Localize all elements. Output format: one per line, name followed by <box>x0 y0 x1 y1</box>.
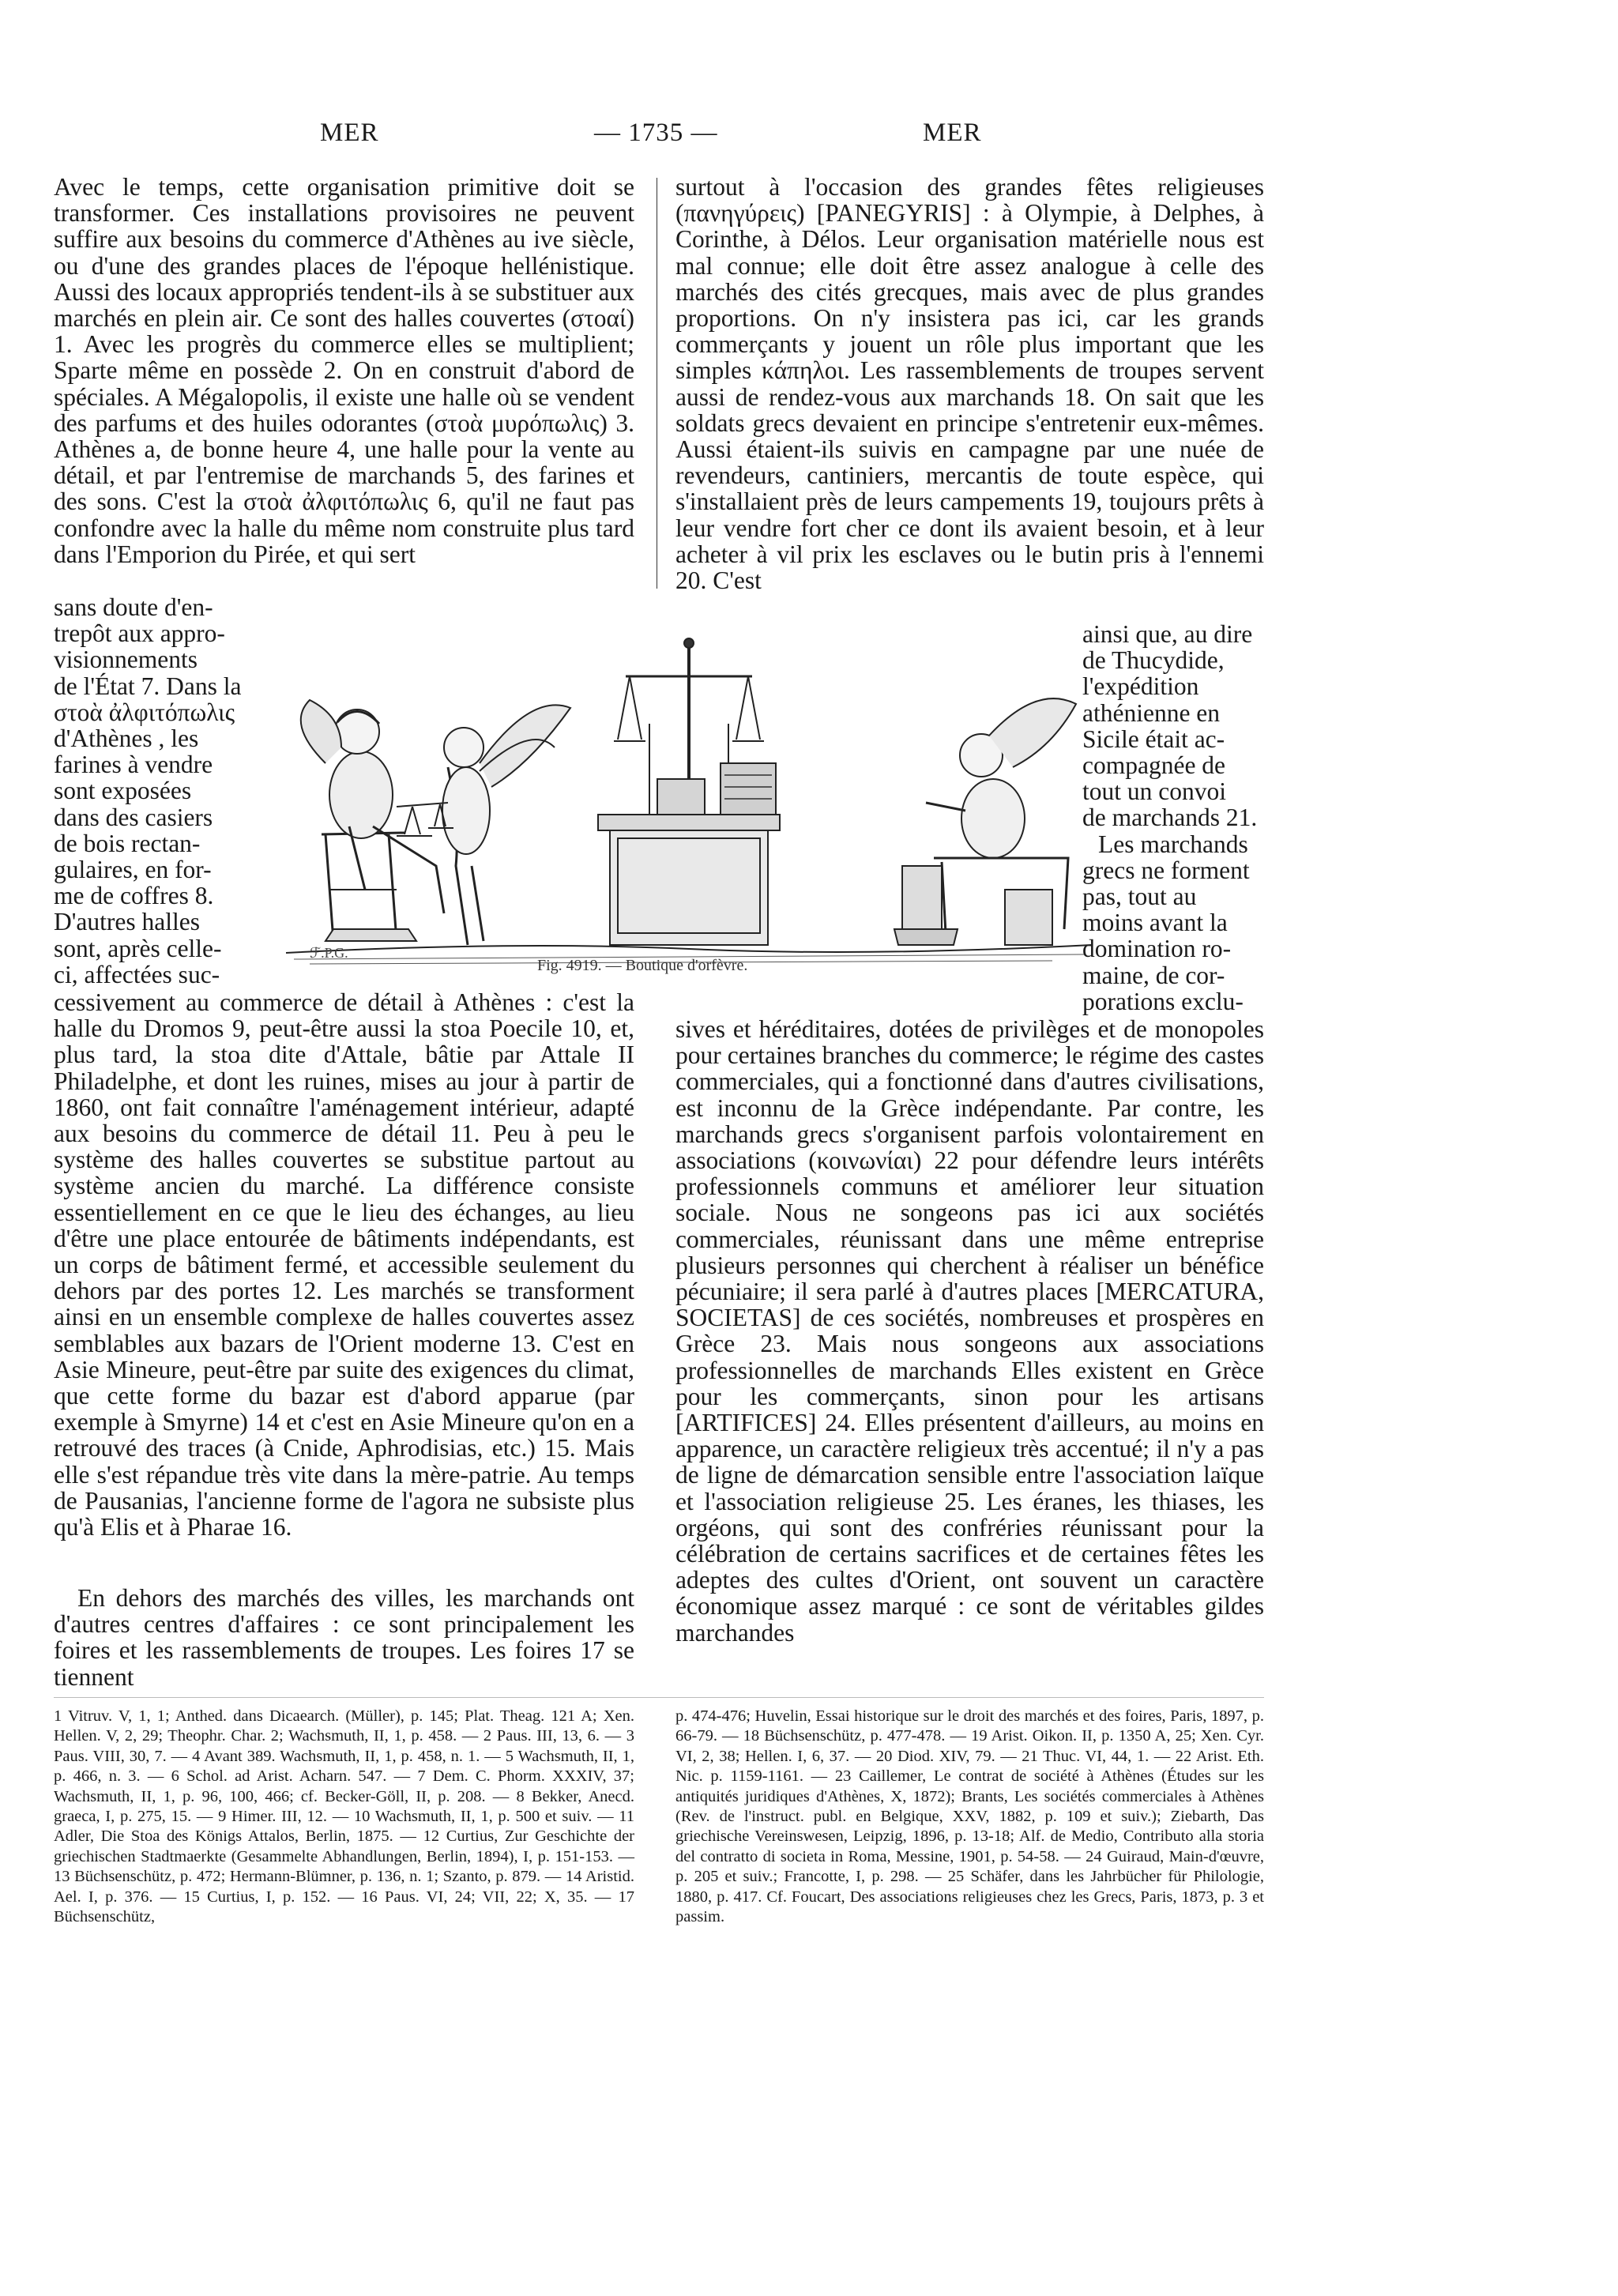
figure-caption: Fig. 4919. — Boutique d'orfèvre. <box>537 957 748 974</box>
standing-cupid-with-scales <box>397 705 570 945</box>
wrap-line: me de coffres 8. <box>54 882 214 910</box>
left-wrap-column <box>54 594 275 988</box>
wrap-line: athénienne en <box>1082 698 1221 727</box>
wrap-line: στοὰ ἀλφιτόπωλις <box>54 698 235 726</box>
wrap-line: maine, de cor- <box>1082 961 1225 989</box>
goldsmith-counter <box>598 763 780 945</box>
wrap-line: porations exclu- <box>1082 987 1244 1015</box>
footnote-rule <box>54 1697 1264 1698</box>
footnotes-left: 1 Vitruv. V, 1, 1; Anthed. dans Dicaearch. (Müller), p. 145; Plat. Theag. 121 A; Xen. Hellen. V, 2, 29; Theophr. Char. 2; Wachsmuth, II, 1, p. 458. — 2 Paus. III, 13, 6. — 3 Paus. VIII, 30, 7. — 4 Avant 389. Wachsmuth, II, 1, p. 458, n. 1. — 5 Wachsmuth, II, 1, p. 466, n. 3. — 6 Schol. ad Arist. Acharn. 547. — 7 Dem. C. Phorm. XXXIV, 37; Wachsmuth, II, 1, p. 96, 100, 466; cf. Becker-Göll, II, p. 208. — 8 Bekker, Anecd. graeca, I, p. 275, 15. — 9 Himer. III, 12. — 10 Wachsmuth, II, 1, p. 500 et suiv. — 11 Adler, Die Stoa des Königs Attalos, Berlin, 1875. — 12 Curtius, Zur Geschichte der griechischen Stadtmaerkte (Gesammelte Abhandlungen, Berlin, 1894), I, p. 151-153. — 13 Büchsenschütz, p. 472; Hermann-Blümner, p. 136, n. 1; Szanto, p. 879. — 14 Aristid. Ael. I, p. 376. — 15 Curtius, I, p. 152. — 16 Paus. VI, 24; VII, 22; X, 35. — 17 Büchsenschütz, <box>54 1707 634 1926</box>
wrap-line: moins avant la <box>1082 909 1228 937</box>
right-wrap-column <box>1082 621 1264 1014</box>
wrap-line: farines à vendre <box>54 751 213 779</box>
wrap-line: de l'État 7. Dans la <box>54 672 242 700</box>
working-cupid-figure <box>894 698 1076 945</box>
wrap-line: sans doute d'en- <box>54 593 213 621</box>
ground-line <box>286 945 1092 953</box>
figure-goldsmith-shop <box>278 629 1097 977</box>
engraving-illustration <box>278 629 1097 977</box>
wrap-line: ci, affectées suc- <box>54 960 220 988</box>
wrap-line: de bois rectan- <box>54 829 201 857</box>
right-paragraph-2: sives et héréditaires, dotées de privilèges et de monopoles pour certaines branches du commerce; le régime des castes commerciales, qui a fonctionné dans d'autres civilisations, est inconnu de la Grèce indépendante. Par contre, les marchands grecs s'organisent parfois volontairement en associations (κοινωνίαι) 22 pour défendre leurs intérêts professionnels communs et améliorer leur situation sociale. Nous ne songeons pas ici aux sociétés commerciales, réunissant dans une même entreprise plusieurs personnes qui cherchent à réaliser un bénéfice pécuniaire; il sera parlé à d'autres places [MERCATURA, SOCIETAS] de ces sociétés, nombreuses et prospères en Grèce 23. Mais nous songeons aux associations professionnelles de marchands Elles existent en Grèce pour les commerçants, sinon pour les artisans [ARTIFICES] 24. Elles présentent d'ailleurs, au moins en apparence, un caractère religieux très accentué; il n'y a pas de ligne de démarcation sensible entre l'association laïque et l'association religieuse 25. Les éranes, les thiases, les orgéons, qui sont des confréries réunissant pour la célébration de certains sacrifices et de certaines fêtes les adeptes des cultes d'Orient, ont souvent un caractère économique assez marqué : ce sont de véritables gildes marchandes <box>675 1015 1264 1647</box>
wrap-line: compagnée de <box>1082 751 1226 780</box>
wrap-line: domination ro- <box>1082 935 1232 963</box>
wrap-line: sont exposées <box>54 777 192 805</box>
left-paragraph-3: En dehors des marchés des villes, les marchands ont d'autres centres d'affaires : ce sont principalement les foires et les rassemblements de troupes. Les foires 17 se tiennent <box>54 1584 634 1691</box>
wrap-line: de Thucydide, <box>1082 646 1225 675</box>
wrap-line: trepôt aux appro- <box>54 619 225 648</box>
seated-cupid-figure <box>301 700 444 941</box>
wrap-line: Sicile était ac- <box>1082 725 1225 753</box>
wrap-line: pas, tout au <box>1082 883 1197 911</box>
wrap-line: gulaires, en for- <box>54 856 212 884</box>
wrap-line: visionnements <box>54 646 198 674</box>
artist-monogram: ℱ.P.G. <box>310 945 348 961</box>
page-number: — 1735 — <box>594 119 718 147</box>
right-paragraph-1: surtout à l'occasion des grandes fêtes religieuses (πανηγύρεις) [PANEGYRIS] : à Olympie, à Delphes, à Corinthe, à Délos. Leur organisation matérielle nous est mal connue; elle doit être assez analogue à celle des marchés des cités grecques, mais avec de plus grandes proportions. On n'y insistera pas ici, car les grands commerçants y jouent un rôle plus important que les simples κάπηλοι. Les rassemblements de troupes servent aussi de rendez-vous aux marchands 18. On sait que les soldats grecs devaient en principe s'entretenir eux-mêmes. Aussi étaient-ils suivis en campagne par une nuée de revendeurs, cantiniers, mercantis de toute espèce, qui s'installaient près de leurs campements 19, toujours prêts à leur vendre fort cher ce dont ils avaient besoin, et à leur acheter à vil prix les esclaves ou le butin pris à l'ennemi 20. C'est <box>675 173 1264 595</box>
wrap-line: tout un convoi <box>1082 777 1226 806</box>
footnotes-right: p. 474-476; Huvelin, Essai historique sur le droit des marchés et des foires, Paris, 1897, p. 66-79. — 18 Büchsenschütz, p. 477-478. — 19 Arist. Oikon. II, p. 1350 A, 25; Xen. Cyr. VI, 2, 38; Hellen. I, 6, 37. — 20 Diod. XIV, 79. — 21 Thuc. VI, 44, 1. — 22 Arist. Eth. Nic. p. 1159-1161. — 23 Caillemer, Le contrat de société à Athènes (Études sur les antiquités juridiques d'Athènes, X, 1872); Brants, Les sociétés commerciales à Athènes (Rev. de l'instruct. publ. en Belgique, XXV, 1882, p. 109 et suiv.); Ziebarth, Das griechische Vereinswesen, Leipzig, 1896, p. 13-18; Alf. de Medio, Contributo alla storia del contratto di societa in Roma, Messine, 1901, p. 54-58. — 24 Guiraud, Main-d'œuvre, p. 205 et suiv.; Francotte, I, p. 298. — 25 Schäfer, dans les Jahrbücher für Philologie, 1880, p. 417. Cf. Foucart, Des associations religieuses chez les Grecs, Paris, 1873, p. 3 et passim. <box>675 1707 1264 1926</box>
left-paragraph-2: cessivement au commerce de détail à Athènes : c'est la halle du Dromos 9, peut-être aussi la stoa Poecile 10, et, plus tard, la stoa dite d'Attale, bâtie par Attale II Philadelphe, et dont les ruines, mises au jour à partir de 1860, ont fait connaître l'aménagement intérieur, adapté aux besoins du commerce de détail 11. Peu à peu le système des halles couvertes se substitue partout au système ancien du marché. La différence consiste essentiellement en ce que le lieu des échanges, au lieu d'être une place entourée de bâtiments indépendants, est un corps de bâtiment fermé, et accessible seulement du dehors par des portes 12. Les marchés se transforment ainsi en un ensemble complexe de halles couvertes assez semblables aux bazars de l'Orient moderne 13. C'est en Asie Mineure, peut-être par suite des exigences du climat, que cette forme du bazar est d'abord apparue (par exemple à Smyrne) 14 et c'est en Asie Mineure qu'on en a retrouvé des traces (à Cnide, Aphrodisias, etc.) 15. Mais elle s'est répandue très vite dans la mère-patrie. Au temps de Pausanias, l'ancienne forme de l'agora ne subsiste plus qu'à Elis et à Pharae 16. <box>54 988 634 1541</box>
wrap-line: sont, après celle- <box>54 934 222 962</box>
running-head-right: MER <box>923 119 982 147</box>
wrap-line: d'Athènes , les <box>54 725 199 753</box>
wrap-line: Les marchands <box>1098 830 1248 858</box>
wrap-line: ainsi que, au dire <box>1082 620 1253 648</box>
running-head-left: MER <box>320 119 379 147</box>
left-paragraph-1: Avec le temps, cette organisation primitive doit se transformer. Ces installations provisoires ne peuvent suffire aux besoins du commerce d'Athènes au ive siècle, ou d'une des grandes places de l'époque hellénistique. Aussi des locaux appropriés tendent-ils à se substituer aux marchés en plein air. Ce sont des halles couvertes (στοαί) 1. Avec les progrès du commerce elles se multiplient; Sparte même en possède 2. On en construit d'abord de spéciales. A Mégalopolis, il existe une halle où se vendent des parfums et des huiles odorantes (στοὰ μυρόπωλις) 3. Athènes a, de bonne heure 4, une halle pour la vente au détail, et par l'entremise de marchands 5, des farines et des sons. C'est la στοὰ ἀλφιτόπωλις 6, qu'il ne faut pas confondre avec la halle du même nom construite plus tard dans l'Emporion du Pirée, et qui sert <box>54 173 634 568</box>
wrap-line: l'expédition <box>1082 672 1199 701</box>
wrap-line: de marchands 21. <box>1082 804 1258 832</box>
wrap-line: grecs ne forment <box>1082 856 1250 884</box>
wrap-line: D'autres halles <box>54 908 200 936</box>
wrap-line: dans des casiers <box>54 803 213 831</box>
